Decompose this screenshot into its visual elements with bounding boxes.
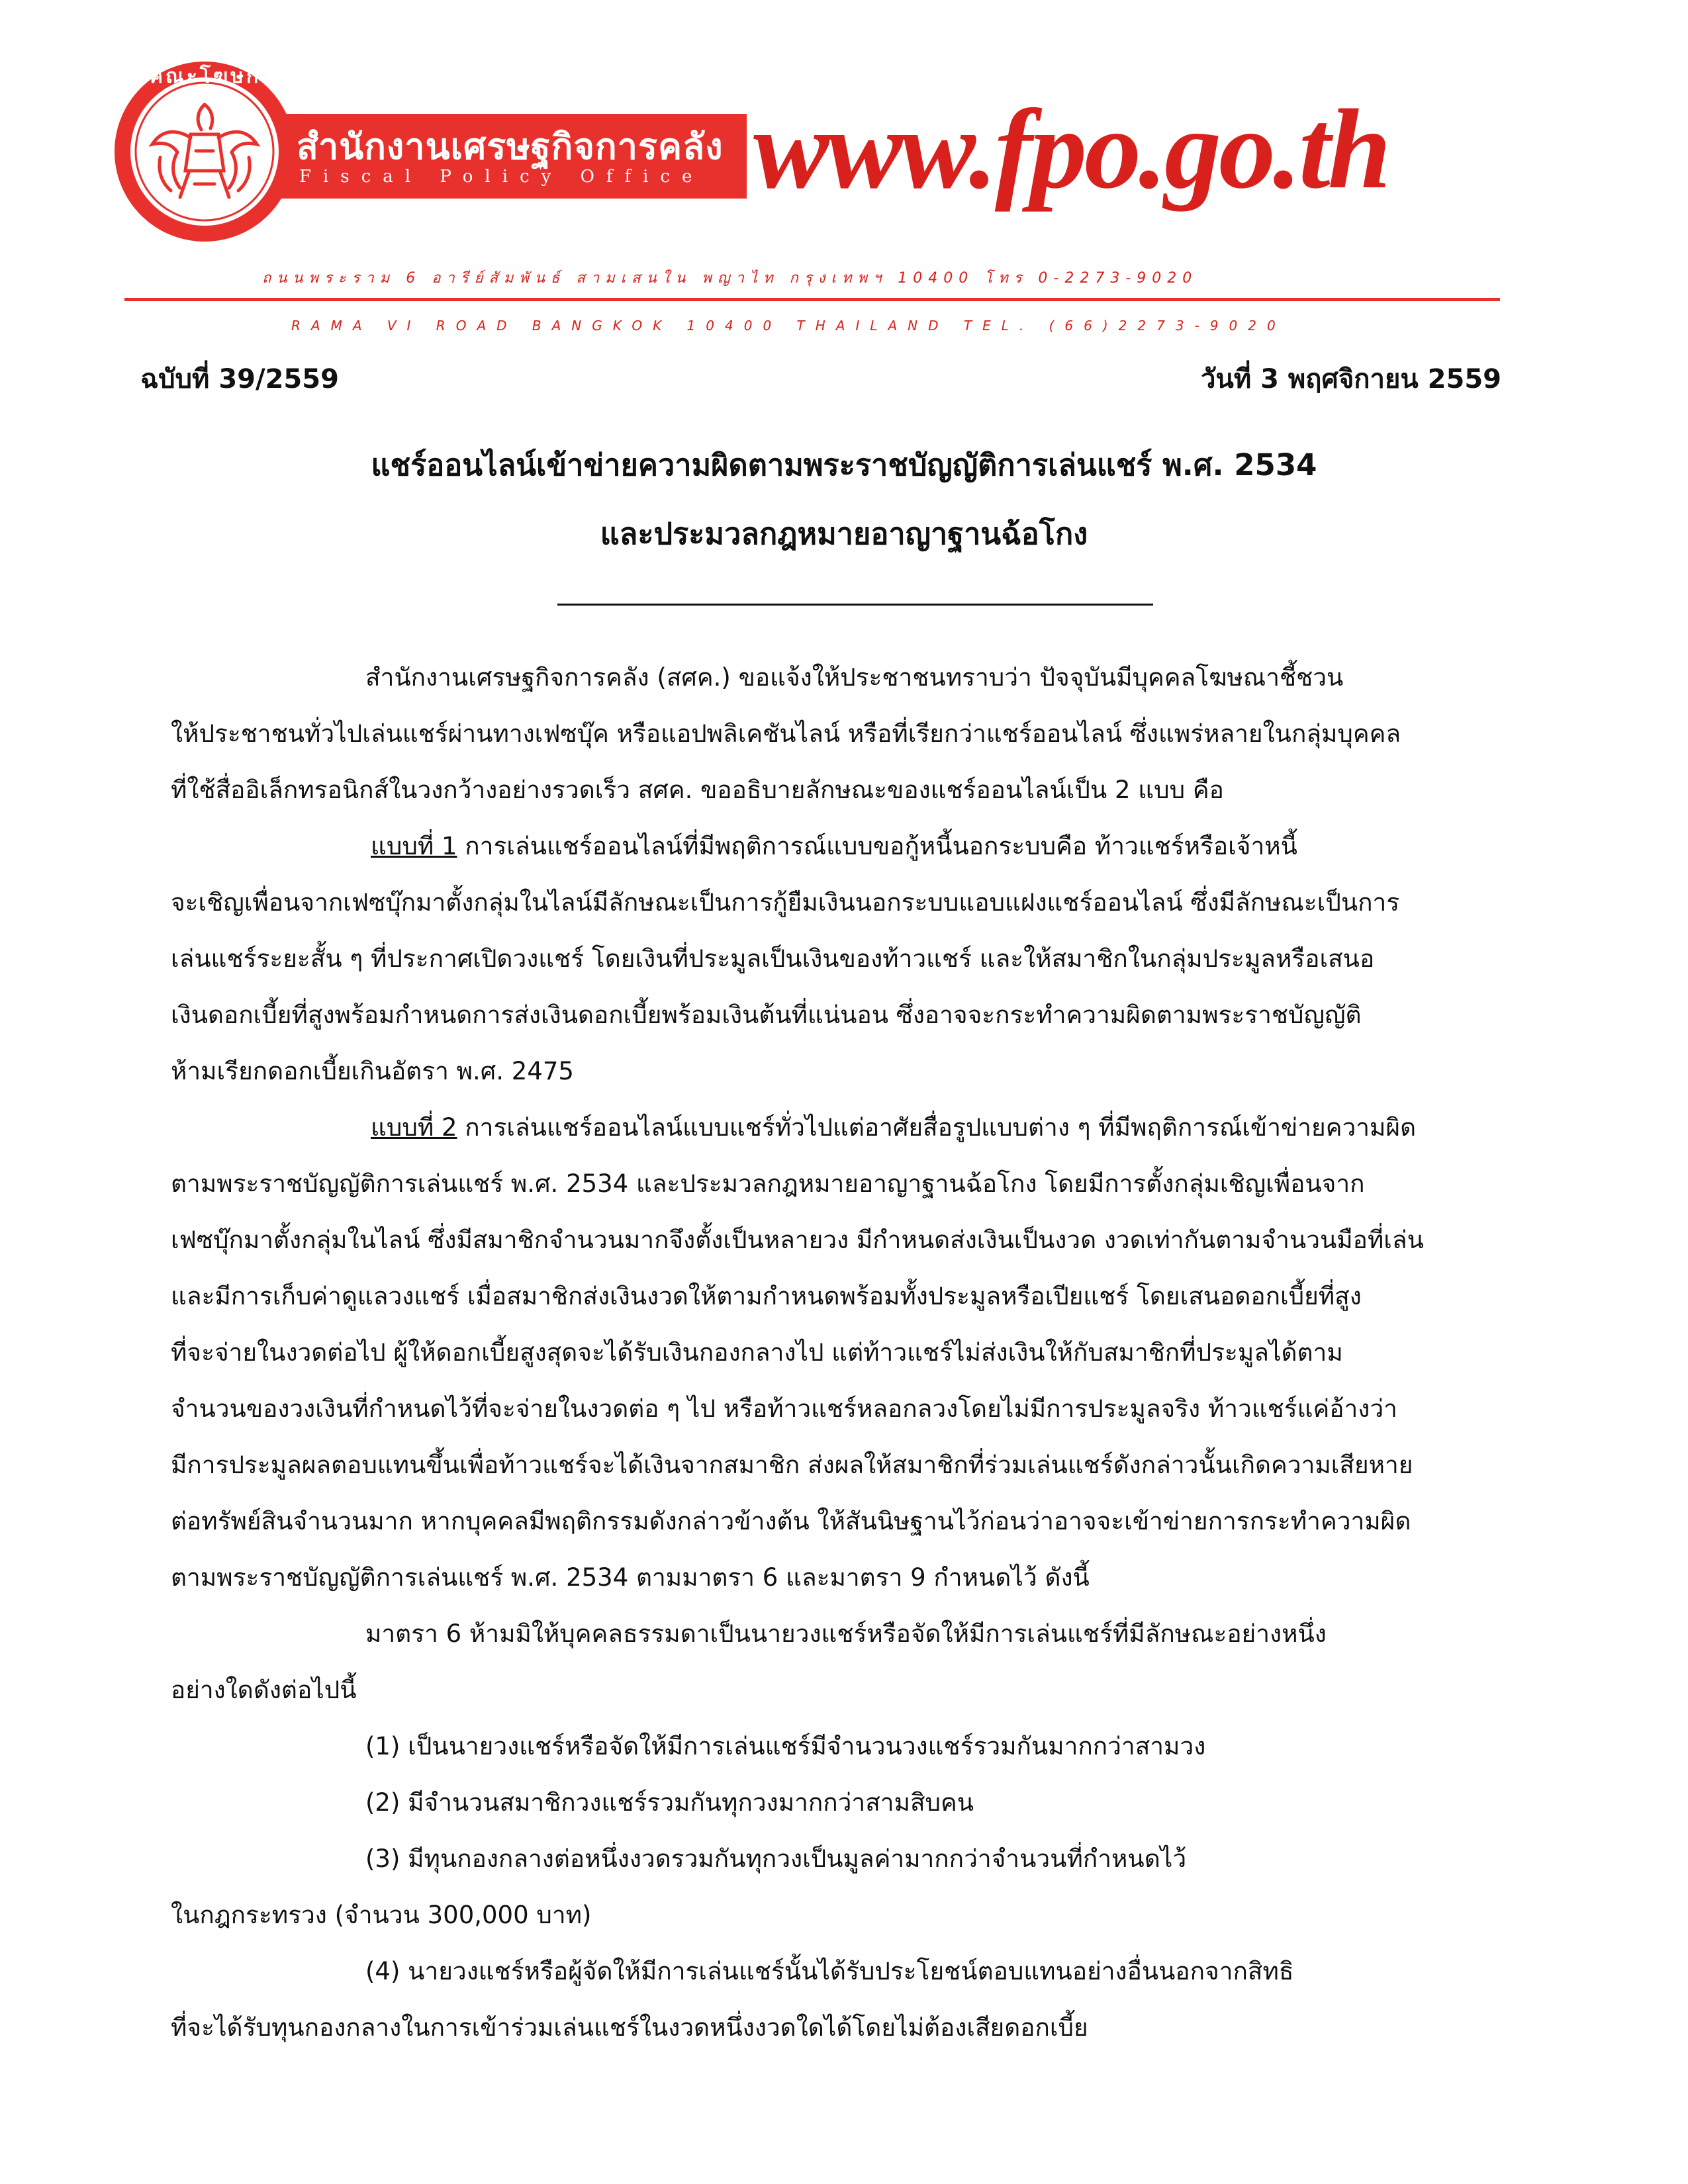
type2-label: แบบที่ 2 (371, 1113, 457, 1142)
paragraph-line: เล่นแชร์ระยะสั้น ๆ ที่ประกาศเปิดวงแชร์ โดยเงินที่ประมูลเป็นเงินของท้าวแชร์ และให้สมาชิกในกลุ่มประมูลหรือเสนอ (171, 944, 1375, 973)
paragraph-line: มาตรา 6 ห้ามมิให้บุคคลธรรมดาเป็นนายวงแชร์หรือจัดให้มีการเล่นแชร์ที่มีลักษณะอย่างหนึ่ง (365, 1619, 1327, 1648)
paragraph-line: ต่อทรัพย์สินจำนวนมาก หากบุคคลมีพฤติกรรมดังกล่าวข้างต้น ให้สันนิษฐานไว้ก่อนว่าอาจจะเข้าข่ายการกระทำความผิด (171, 1507, 1411, 1535)
type2-text: การเล่นแชร์ออนไลน์แบบแชร์ทั่วไปแต่อาศัยสื่อรูปแบบต่าง ๆ ที่มีพฤติการณ์เข้าข่ายความผิด (457, 1113, 1417, 1142)
type2-line (371, 1113, 1416, 1142)
type1-text: การเล่นแชร์ออนไลน์ที่มีพฤติการณ์แบบขอกู้หนี้นอกระบบคือ ท้าวแชร์หรือเจ้าหนี้ (457, 832, 1297, 860)
document-title-line1: แชร์ออนไลน์เข้าข่ายความผิดตามพระราชบัญญัติการเล่นแชร์ พ.ศ. 2534 (371, 447, 1317, 482)
paragraph-line: ตามพระราชบัญญัติการเล่นแชร์ พ.ศ. 2534 และประมวลกฎหมายอาญาฐานฉ้อโกง โดยมีการตั้งกลุ่มเชิญเพื่อนจาก (171, 1169, 1365, 1198)
paragraph-line: ที่จะจ่ายในงวดต่อไป ผู้ให้ดอกเบี้ยสูงสุดจะได้รับเงินกองกลางไป แต่ท้าวแชร์ไม่ส่งเงินให้กับสมาชิกที่ประมูลได้ตาม (171, 1338, 1343, 1367)
paragraph-line: เงินดอกเบี้ยที่สูงพร้อมกำหนดการส่งเงินดอกเบี้ยพร้อมเงินต้นที่แน่นอน ซึ่งอาจจะกระทำความผิดตามพระราชบัญญัติ (171, 1001, 1362, 1029)
list-item: (2) มีจำนวนสมาชิกวงแชร์รวมกันทุกวงมากกว่าสามสิบคน (365, 1788, 974, 1817)
list-item-continuation: ที่จะได้รับทุนกองกลางในการเข้าร่วมเล่นแชร์ในงวดหนึ่งงวดใดได้โดยไม่ต้องเสียดอกเบี้ย (171, 2013, 1088, 2042)
paragraph-line: ให้ประชาชนทั่วไปเล่นแชร์ผ่านทางเฟซบุ๊ค หรือแอปพลิเคชันไลน์ หรือที่เรียกว่าแชร์ออนไลน์ ซึ่งแพร่หลายในกลุ่มบุคคล (171, 719, 1401, 748)
letterhead-divider (124, 298, 1500, 301)
issue-number: ฉบับที่ 39/2559 (140, 364, 339, 394)
list-item: (1) เป็นนายวงแชร์หรือจัดให้มีการเล่นแชร์มีจำนวนวงแชร์รวมกันมากกว่าสามวง (365, 1732, 1206, 1760)
list-item: (4) นายวงแชร์หรือผู้จัดให้มีการเล่นแชร์นั้นได้รับประโยชน์ตอบแทนอย่างอื่นนอกจากสิทธิ (365, 1957, 1294, 1985)
type1-label: แบบที่ 1 (371, 832, 457, 860)
paragraph-line: ห้ามเรียกดอกเบี้ยเกินอัตรา พ.ศ. 2475 (171, 1057, 574, 1085)
paragraph-line: และมีการเก็บค่าดูแลวงแชร์ เมื่อสมาชิกส่งเงินงวดให้ตามกำหนดพร้อมทั้งประมูลหรือเปียแชร์ โดยเสนอดอกเบี้ยที่สูง (171, 1282, 1362, 1310)
org-name-english: Fiscal Policy Office (299, 167, 704, 187)
paragraph-line: ที่ใช้สื่ออิเล็กทรอนิกส์ในวงกว้างอย่างรวดเร็ว สศค. ขออธิบายลักษณะของแชร์ออนไลน์เป็น 2 แบบ คือ (171, 776, 1224, 804)
paragraph-line: อย่างใดดังต่อไปนี้ (171, 1676, 357, 1704)
website-link[interactable]: www.fpo.go.th (753, 87, 1389, 212)
paragraph-line: สำนักงานเศรษฐกิจการคลัง (สศค.) ขอแจ้งให้ประชาชนทราบว่า ปัจจุบันมีบุคคลโฆษณาชี้ชวน (365, 663, 1344, 692)
paragraph-line: จะเชิญเพื่อนจากเฟซบุ๊กมาตั้งกลุ่มในไลน์มีลักษณะเป็นการกู้ยืมเงินนอกระบบแอบแฝงแชร์ออนไลน์ ซึ่งมีลักษณะเป็นการ (171, 888, 1400, 917)
type1-line (371, 832, 1297, 861)
paragraph-line: ตามพระราชบัญญัติการเล่นแชร์ พ.ศ. 2534 ตามมาตรา 6 และมาตรา 9 กำหนดไว้ ดังนี้ (171, 1563, 1090, 1592)
seal-text: คณะโฆษก (149, 65, 261, 88)
address-thai: ถนนพระราม 6 อารีย์สัมพันธ์ สามเสนใน พญาไท กรุงเทพฯ 10400 โทร 0-2273-9020 (262, 270, 1198, 287)
paragraph-line: เฟซบุ๊กมาตั้งกลุ่มในไลน์ ซึ่งมีสมาชิกจำนวนมากจึงตั้งเป็นหลายวง มีกำหนดส่งเงินเป็นงวด งวดเท่ากันตามจำนวนมือที่เล่น (171, 1226, 1424, 1254)
title-divider (557, 604, 1153, 606)
document-title-line2: และประมวลกฎหมายอาญาฐานฉ้อโกง (600, 516, 1088, 551)
org-name-thai: สำนักงานเศรษฐกิจการคลัง (297, 126, 724, 167)
issue-date: วันที่ 3 พฤศจิกายน 2559 (1201, 364, 1501, 394)
list-item-continuation: ในกฎกระทรวง (จำนวน 300,000 บาท) (171, 1901, 592, 1929)
paragraph-line: มีการประมูลผลตอบแทนขึ้นเพื่อท้าวแชร์จะได้เงินจากสมาชิก ส่งผลให้สมาชิกที่ร่วมเล่นแชร์ดังกล่าวนั้นเกิดความเสียหาย (171, 1451, 1413, 1479)
list-item: (3) มีทุนกองกลางต่อหนึ่งงวดรวมกันทุกวงเป็นมูลค่ามากกว่าจำนวนที่กำหนดไว้ (365, 1844, 1187, 1873)
paragraph-line: จำนวนของวงเงินที่กำหนดไว้ที่จะจ่ายในงวดต่อ ๆ ไป หรือท้าวแชร์หลอกลวงโดยไม่มีการประมูลจริง ท้าวแชร์แค่อ้างว่า (171, 1394, 1397, 1423)
address-english: RAMA VI ROAD BANGKOK 10400 THAILAND TEL. (66)2273-9020 (291, 318, 1286, 334)
